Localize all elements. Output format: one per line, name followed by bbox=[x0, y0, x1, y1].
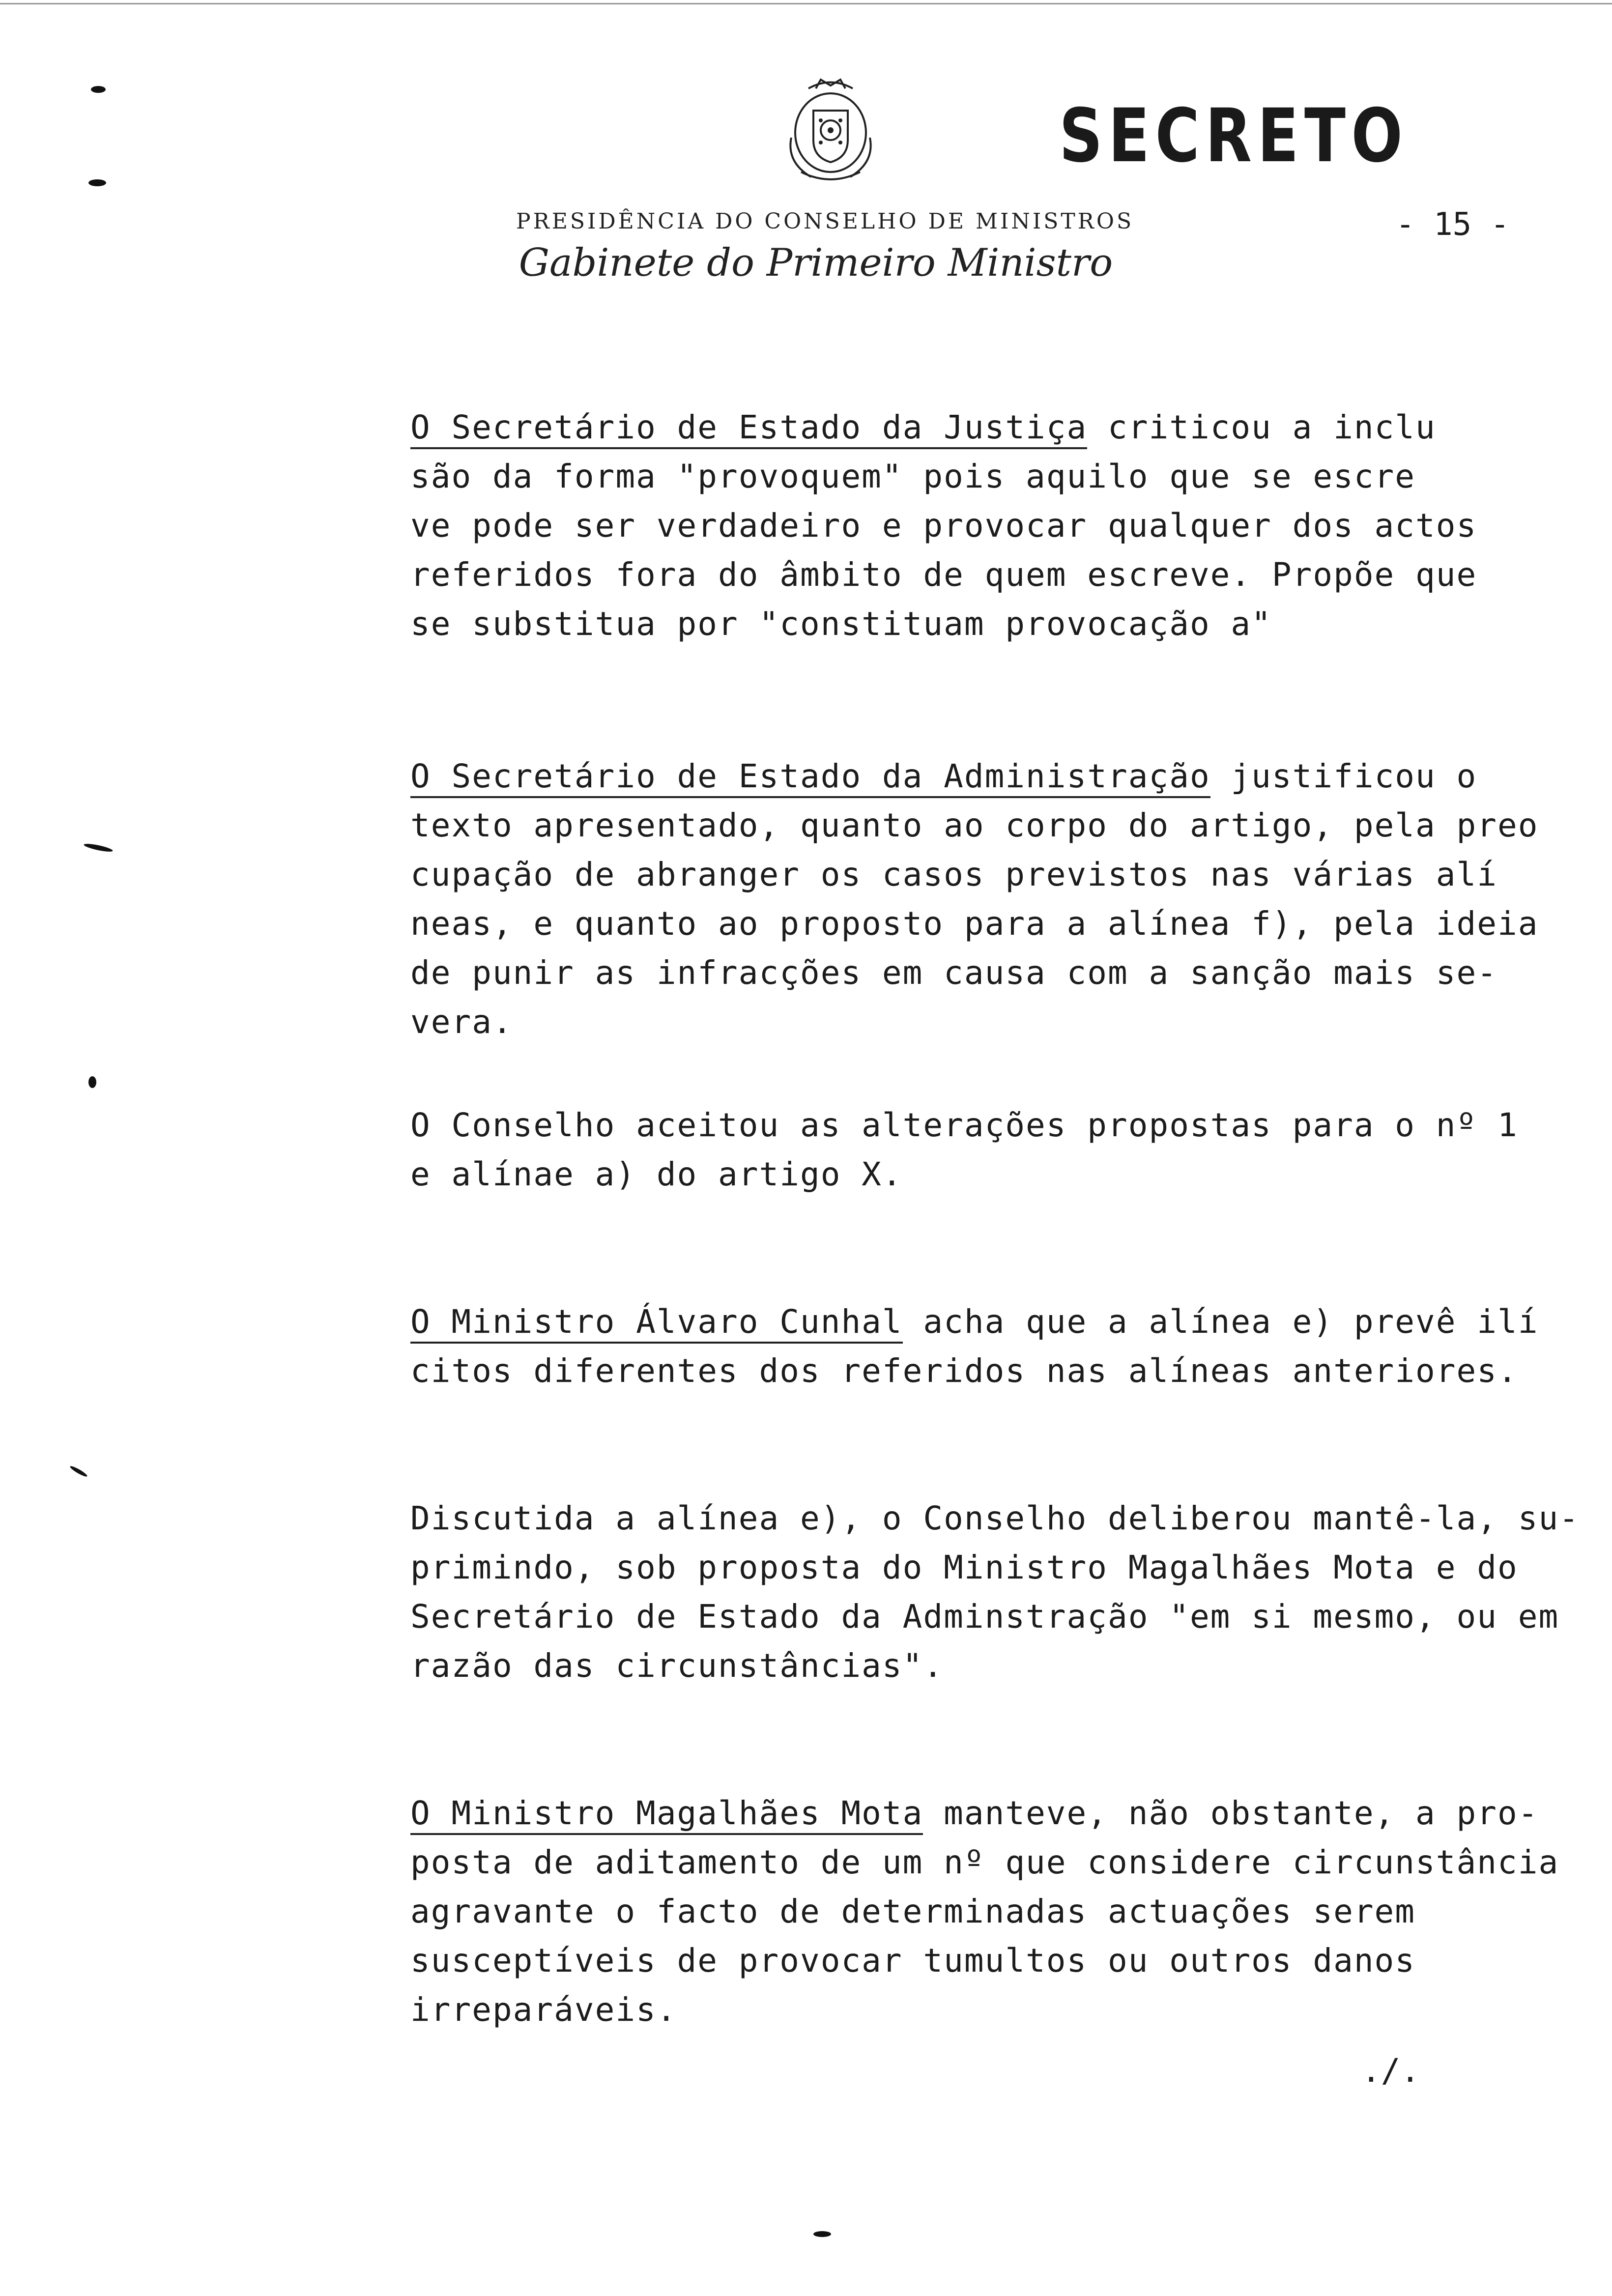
scan-speck bbox=[88, 1076, 96, 1088]
scan-speck bbox=[69, 1465, 88, 1478]
text-line: ve pode ser verdadeiro e provocar qualquer dos actos bbox=[410, 507, 1477, 545]
text-line: irreparáveis. bbox=[410, 1991, 677, 2029]
text-line: e alínae a) do artigo X. bbox=[410, 1155, 903, 1193]
text-fragment: acha que a alínea e) prevê ilí bbox=[902, 1303, 1539, 1341]
scan-speck bbox=[88, 179, 106, 186]
scan-speck bbox=[84, 842, 114, 853]
text-line: Discutida a alínea e), o Conselho deliberou mantê-la, su- bbox=[410, 1499, 1580, 1537]
paragraph-justice-secretary bbox=[410, 403, 1477, 649]
text-line: cupação de abranger os casos previstos nas várias alí bbox=[410, 856, 1497, 893]
text-line: neas, e quanto ao proposto para a alínea f), pela ideia bbox=[410, 905, 1539, 943]
text-line: vera. bbox=[410, 1003, 513, 1041]
text-line: razão das circunstâncias". bbox=[410, 1647, 944, 1685]
text-line: Secretário de Estado da Adminstração "em si mesmo, ou em bbox=[410, 1598, 1559, 1636]
paragraph-magalhaes-mota bbox=[410, 1789, 1559, 2035]
text-line: O Conselho aceitou as alterações propostas para o nº 1 bbox=[410, 1106, 1518, 1144]
text-line: são da forma "provoquem" pois aquilo que se escre bbox=[410, 458, 1416, 495]
letterhead-office: Gabinete do Primeiro Ministro bbox=[518, 241, 1113, 285]
continuation-mark: ./. bbox=[1361, 2052, 1420, 2090]
text-line: primindo, sob proposta do Ministro Magalhães Mota e do bbox=[410, 1549, 1518, 1586]
text-line: referidos fora do âmbito de quem escreve. Propõe que bbox=[410, 556, 1477, 594]
scan-speck bbox=[813, 2231, 831, 2237]
paragraph-administration-secretary bbox=[410, 752, 1538, 1047]
speaker-name: O Secretário de Estado da Justiça bbox=[410, 408, 1087, 449]
text-fragment: criticou a inclu bbox=[1087, 408, 1436, 446]
text-line: texto apresentado, quanto ao corpo do artigo, pela preo bbox=[410, 806, 1539, 844]
scan-top-edge bbox=[0, 3, 1612, 4]
paragraph-council-accepted bbox=[410, 1101, 1518, 1199]
text-line: se substitua por "constituam provocação a" bbox=[410, 605, 1272, 643]
coat-of-arms-icon bbox=[772, 74, 890, 187]
text-fragment: manteve, não obstante, a pro- bbox=[923, 1794, 1539, 1832]
text-line: susceptíveis de provocar tumultos ou outros danos bbox=[410, 1942, 1416, 1980]
page-number: - 15 - bbox=[1396, 206, 1510, 243]
secret-stamp: SECRETO bbox=[1059, 93, 1409, 179]
paragraph-alvaro-cunhal bbox=[410, 1297, 1538, 1396]
scan-speck bbox=[91, 86, 106, 93]
letterhead-institution: PRESIDÊNCIA DO CONSELHO DE MINISTROS bbox=[516, 209, 1134, 234]
text-line bbox=[410, 1789, 1559, 1838]
text-line bbox=[410, 403, 1477, 452]
speaker-name: O Ministro Magalhães Mota bbox=[410, 1794, 923, 1835]
speaker-name: O Ministro Álvaro Cunhal bbox=[410, 1303, 903, 1344]
text-line: posta de aditamento de um nº que considere circunstância bbox=[410, 1843, 1559, 1881]
paragraph-council-deliberation bbox=[410, 1494, 1580, 1691]
text-line bbox=[410, 1297, 1538, 1347]
speaker-name: O Secretário de Estado da Administração bbox=[410, 757, 1210, 798]
text-line bbox=[410, 752, 1538, 801]
text-line: agravante o facto de determinadas actuações serem bbox=[410, 1893, 1416, 1930]
text-line: citos diferentes dos referidos nas alíneas anteriores. bbox=[410, 1352, 1518, 1390]
text-line: de punir as infracções em causa com a sanção mais se- bbox=[410, 954, 1497, 992]
text-fragment: justificou o bbox=[1210, 757, 1477, 795]
